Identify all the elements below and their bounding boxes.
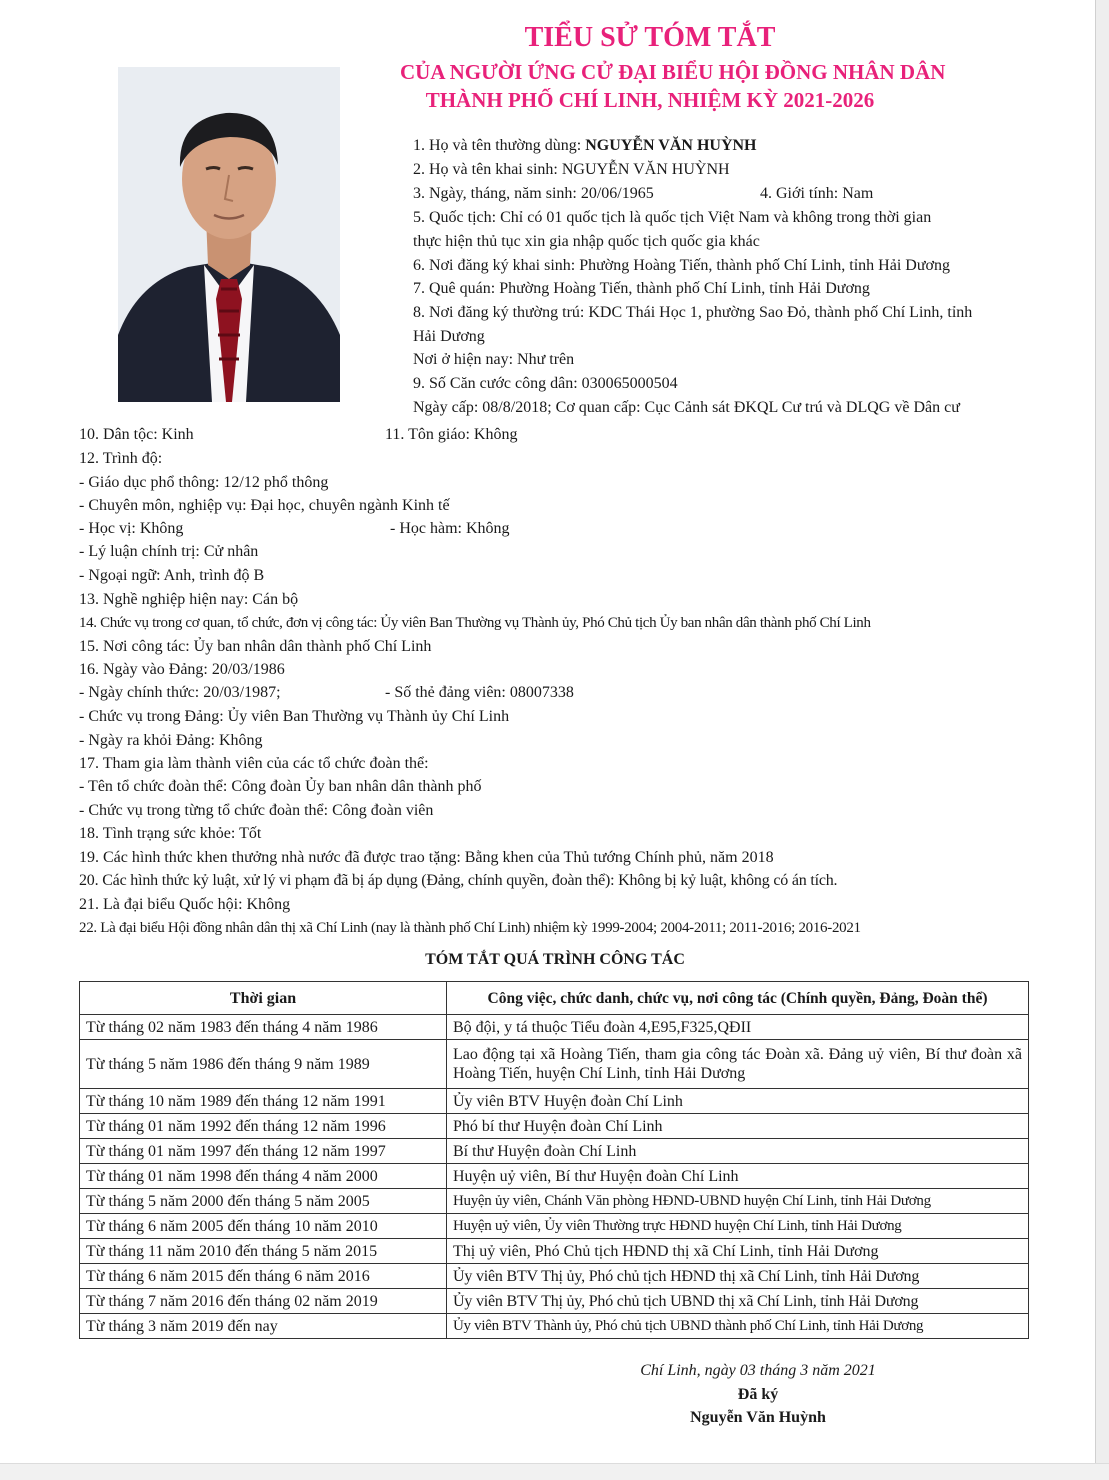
table-row — [80, 1015, 1029, 1040]
signature-name: Nguyễn Văn Huỳnh — [690, 1409, 826, 1426]
field-current-residence: Nơi ở hiện nay: Như trên — [413, 351, 575, 368]
cell-position: Ủy viên BTV Huyện đoàn Chí Linh — [447, 1089, 1029, 1114]
field-foreign-language: - Ngoại ngữ: Anh, trình độ B — [79, 567, 265, 584]
table-row — [80, 1139, 1029, 1164]
doc-subtitle-1: CỦA NGƯỜI ỨNG CỬ ĐẠI BIỂU HỘI ĐỒNG NHÂN DÂN — [400, 60, 946, 84]
field-permanent-residence-cont: Hải Dương — [413, 328, 485, 345]
field-political-theory: - Lý luận chính trị: Cử nhân — [79, 543, 259, 560]
cell-time: Từ tháng 11 năm 2010 đến tháng 5 năm 2015 — [80, 1239, 447, 1264]
cell-position: Ủy viên BTV Thị ủy, Phó chủ tịch HĐND thị xã Chí Linh, tỉnh Hải Dương — [447, 1264, 1029, 1289]
table-row — [80, 1264, 1029, 1289]
field-general-education: - Giáo dục phổ thông: 12/12 phổ thông — [79, 474, 329, 491]
table-row — [80, 1089, 1029, 1114]
field-hometown: 7. Quê quán: Phường Hoàng Tiến, thành phố Chí Linh, tỉnh Hải Dương — [413, 280, 870, 297]
table-row — [80, 1114, 1029, 1139]
field-awards: 19. Các hình thức khen thưởng nhà nước đã được trao tặng: Bằng khen của Thủ tướng Chính phủ, năm 2018 — [79, 849, 774, 866]
doc-subtitle-2: THÀNH PHỐ CHÍ LINH, NHIỆM KỲ 2021-2026 — [425, 88, 875, 112]
field-id-issue: Ngày cấp: 08/8/2018; Cơ quan cấp: Cục Cảnh sát ĐKQL Cư trú và DLQG về Dân cư — [413, 399, 960, 416]
cell-position: Phó bí thư Huyện đoàn Chí Linh — [447, 1114, 1029, 1139]
page-edge-right — [1095, 0, 1109, 1479]
field-party-official-date: - Ngày chính thức: 20/03/1987; — [79, 684, 281, 701]
field-nationality-cont: thực hiện thủ tục xin gia nhập quốc tịch quốc gia khác — [413, 233, 760, 250]
portrait-illustration — [118, 67, 340, 402]
table-row — [80, 1214, 1029, 1239]
field-party-position: - Chức vụ trong Đảng: Ủy viên Ban Thường vụ Thành ủy Chí Linh — [79, 708, 510, 725]
cell-time: Từ tháng 6 năm 2005 đến tháng 10 năm 2010 — [80, 1214, 447, 1239]
career-section-title: TÓM TẮT QUÁ TRÌNH CÔNG TÁC — [425, 951, 685, 968]
page-edge-bottom — [0, 1463, 1109, 1480]
cell-time: Từ tháng 10 năm 1989 đến tháng 12 năm 1991 — [80, 1089, 447, 1114]
field-degree: - Học vị: Không — [79, 520, 184, 537]
field-birth-name: 2. Họ và tên khai sinh: NGUYỄN VĂN HUỲNH — [413, 161, 730, 178]
cell-time: Từ tháng 01 năm 1992 đến tháng 12 năm 1996 — [80, 1114, 447, 1139]
cell-position: Lao động tại xã Hoàng Tiến, tham gia công tác Đoàn xã. Đảng uỷ viên, Bí thư đoàn xã Hoàng Tiến, huyện Chí Linh, tỉnh Hải Dương — [447, 1040, 1029, 1089]
doc-title: TIỂU SỬ TÓM TẮT — [524, 22, 776, 53]
cell-time: Từ tháng 5 năm 1986 đến tháng 9 năm 1989 — [80, 1040, 447, 1089]
cell-position: Bộ đội, y tá thuộc Tiểu đoàn 4,E95,F325,QĐII — [447, 1015, 1029, 1040]
field-occupation: 13. Nghề nghiệp hiện nay: Cán bộ — [79, 591, 299, 608]
field-party-join-date: 16. Ngày vào Đảng: 20/03/1986 — [79, 661, 285, 678]
field-ethnicity: 10. Dân tộc: Kinh — [79, 426, 194, 443]
table-row — [80, 1289, 1029, 1314]
field-party-leave-date: - Ngày ra khỏi Đảng: Không — [79, 732, 263, 749]
table-row — [80, 1164, 1029, 1189]
field-gender: 4. Giới tính: Nam — [760, 185, 874, 202]
candidate-name: NGUYỄN VĂN HUỲNH — [585, 137, 757, 154]
field-birth-date: 3. Ngày, tháng, năm sinh: 20/06/1965 — [413, 185, 654, 202]
signature-place-date: Chí Linh, ngày 03 tháng 3 năm 2021 — [640, 1362, 876, 1379]
field-national-assembly: 21. Là đại biểu Quốc hội: Không — [79, 896, 291, 913]
field-religion: 11. Tôn giáo: Không — [385, 426, 518, 443]
field-health: 18. Tình trạng sức khỏe: Tốt — [79, 825, 262, 842]
cell-position: Ủy viên BTV Thành ủy, Phó chủ tịch UBND thành phố Chí Linh, tỉnh Hải Dương — [447, 1314, 1029, 1339]
cell-time: Từ tháng 02 năm 1983 đến tháng 4 năm 1986 — [80, 1015, 447, 1040]
field-profession: - Chuyên môn, nghiệp vụ: Đại học, chuyên ngành Kinh tế — [79, 497, 450, 514]
field-council-terms: 22. Là đại biểu Hội đồng nhân dân thị xã Chí Linh (nay là thành phố Chí Linh) nhiệm kỳ 1999-2004; 2004-2011; 2011-2016; 2016-2021 — [79, 920, 861, 936]
cell-time: Từ tháng 01 năm 1997 đến tháng 12 năm 1997 — [80, 1139, 447, 1164]
table-row — [80, 1189, 1029, 1214]
cell-time: Từ tháng 7 năm 2016 đến tháng 02 năm 2019 — [80, 1289, 447, 1314]
field-common-name — [413, 136, 757, 156]
cell-position: Huyện ủy viên, Chánh Văn phòng HĐND-UBND huyện Chí Linh, tỉnh Hải Dương — [447, 1189, 1029, 1214]
field-workplace: 15. Nơi công tác: Ủy ban nhân dân thành phố Chí Linh — [79, 638, 432, 655]
field-education: 12. Trình độ: — [79, 450, 163, 467]
field-party-card: - Số thẻ đảng viên: 08007338 — [385, 684, 574, 701]
field-organization-role: - Chức vụ trong từng tổ chức đoàn thể: Công đoàn viên — [79, 802, 434, 819]
cell-time: Từ tháng 6 năm 2015 đến tháng 6 năm 2016 — [80, 1264, 447, 1289]
signature-signed: Đã ký — [737, 1386, 779, 1403]
field-organization-name: - Tên tổ chức đoàn thể: Công đoàn Ủy ban nhân dân thành phố — [79, 778, 482, 795]
career-table — [79, 981, 1029, 1339]
column-header-position: Công việc, chức danh, chức vụ, nơi công tác (Chính quyền, Đảng, Đoàn thể) — [447, 982, 1029, 1015]
field-position: 14. Chức vụ trong cơ quan, tổ chức, đơn vị công tác: Ủy viên Ban Thường vụ Thành ủy, Phó Chủ tịch Ủy ban nhân dân thành phố Chí Linh — [79, 615, 871, 631]
portrait-photo — [118, 67, 340, 402]
field-discipline: 20. Các hình thức kỷ luật, xử lý vi phạm đã bị áp dụng (Đảng, chính quyền, đoàn thể): Không bị kỷ luật, không có án tích. — [79, 872, 838, 889]
cell-time: Từ tháng 3 năm 2019 đến nay — [80, 1314, 447, 1339]
field-academic-title: - Học hàm: Không — [390, 520, 510, 537]
cell-position: Thị uỷ viên, Phó Chủ tịch HĐND thị xã Chí Linh, tỉnh Hải Dương — [447, 1239, 1029, 1264]
field-organizations: 17. Tham gia làm thành viên của các tổ chức đoàn thể: — [79, 755, 429, 772]
cell-position: Bí thư Huyện đoàn Chí Linh — [447, 1139, 1029, 1164]
field-citizen-id: 9. Số Căn cước công dân: 030065000504 — [413, 375, 678, 392]
field-nationality: 5. Quốc tịch: Chỉ có 01 quốc tịch là quốc tịch Việt Nam và không trong thời gian — [413, 209, 932, 226]
table-row — [80, 1239, 1029, 1264]
cell-time: Từ tháng 5 năm 2000 đến tháng 5 năm 2005 — [80, 1189, 447, 1214]
field-label: 1. Họ và tên thường dùng: — [413, 137, 586, 154]
career-table-header — [80, 982, 1029, 1015]
cell-position: Ủy viên BTV Thị ủy, Phó chủ tịch UBND thị xã Chí Linh, tỉnh Hải Dương — [447, 1289, 1029, 1314]
table-row — [80, 1040, 1029, 1089]
column-header-time: Thời gian — [80, 982, 447, 1015]
field-birth-registration: 6. Nơi đăng ký khai sinh: Phường Hoàng Tiến, thành phố Chí Linh, tỉnh Hải Dương — [413, 257, 950, 274]
field-permanent-residence: 8. Nơi đăng ký thường trú: KDC Thái Học 1, phường Sao Đỏ, thành phố Chí Linh, tỉnh — [413, 304, 973, 321]
table-row — [80, 1314, 1029, 1339]
cell-position: Huyện uỷ viên, Ủy viên Thường trực HĐND huyện Chí Linh, tỉnh Hải Dương — [447, 1214, 1029, 1239]
cell-time: Từ tháng 01 năm 1998 đến tháng 4 năm 2000 — [80, 1164, 447, 1189]
cell-position: Huyện uỷ viên, Bí thư Huyện đoàn Chí Linh — [447, 1164, 1029, 1189]
